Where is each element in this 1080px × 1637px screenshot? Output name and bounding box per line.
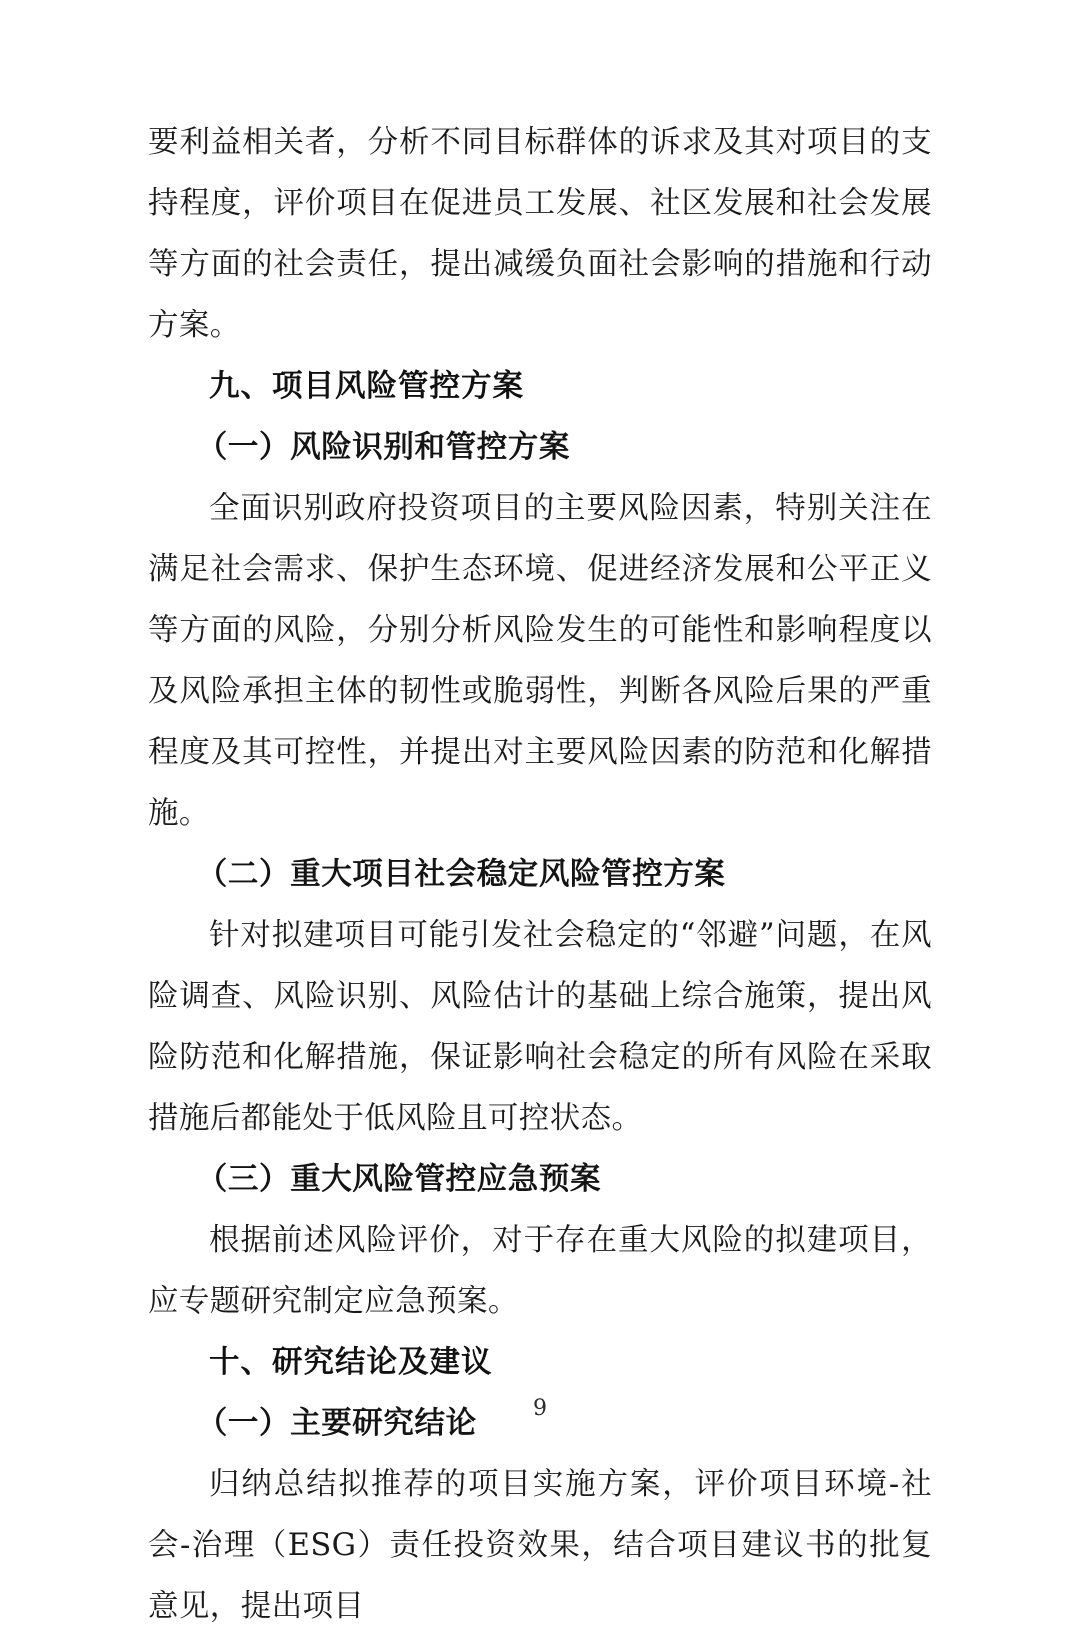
subsection-heading-9-1: （一）风险识别和管控方案 [196,429,570,465]
section-heading-ten: 十、研究结论及建议 [209,1344,493,1380]
paragraph-continuation: 要利益相关者，分析不同目标群体的诉求及其对项目的支持程度，评价项目在促进员工发展、社区发展和社会发展等方面的社会责任，提出减缓负面社会影响的措施和行动方案。 [148,125,932,343]
page-number: 9 [533,1396,547,1421]
paragraph-10-1: 归纳总结拟推荐的项目实施方案，评价项目环境-社会-治理（ESG）责任投资效果，结合项目建议书的批复意见，提出项目 [148,1467,932,1624]
subsection-heading-10-1: （一）主要研究结论 [196,1405,477,1441]
paragraph-9-3: 根据前述风险评价，对于存在重大风险的拟建项目，应专题研究制定应急预案。 [148,1223,932,1319]
paragraph-9-2: 针对拟建项目可能引发社会稳定的“邻避”问题，在风险调查、风险识别、风险估计的基础上综合施策，提出风险防范和化解措施，保证影响社会稳定的所有风险在采取措施后都能处于低风险且可控状态。 [148,918,932,1136]
paragraph-9-1: 全面识别政府投资项目的主要风险因素，特别关注在满足社会需求、保护生态环境、促进经济发展和公平正义等方面的风险，分别分析风险发生的可能性和影响程度以及风险承担主体的韧性或脆弱性，判断各风险后果的严重程度及其可控性，并提出对主要风险因素的防范和化解措施。 [148,491,932,831]
subsection-heading-9-3: （三）重大风险管控应急预案 [196,1161,602,1197]
section-heading-nine: 九、项目风险管控方案 [209,368,524,404]
subsection-heading-9-2: （二）重大项目社会稳定风险管控方案 [196,856,726,892]
